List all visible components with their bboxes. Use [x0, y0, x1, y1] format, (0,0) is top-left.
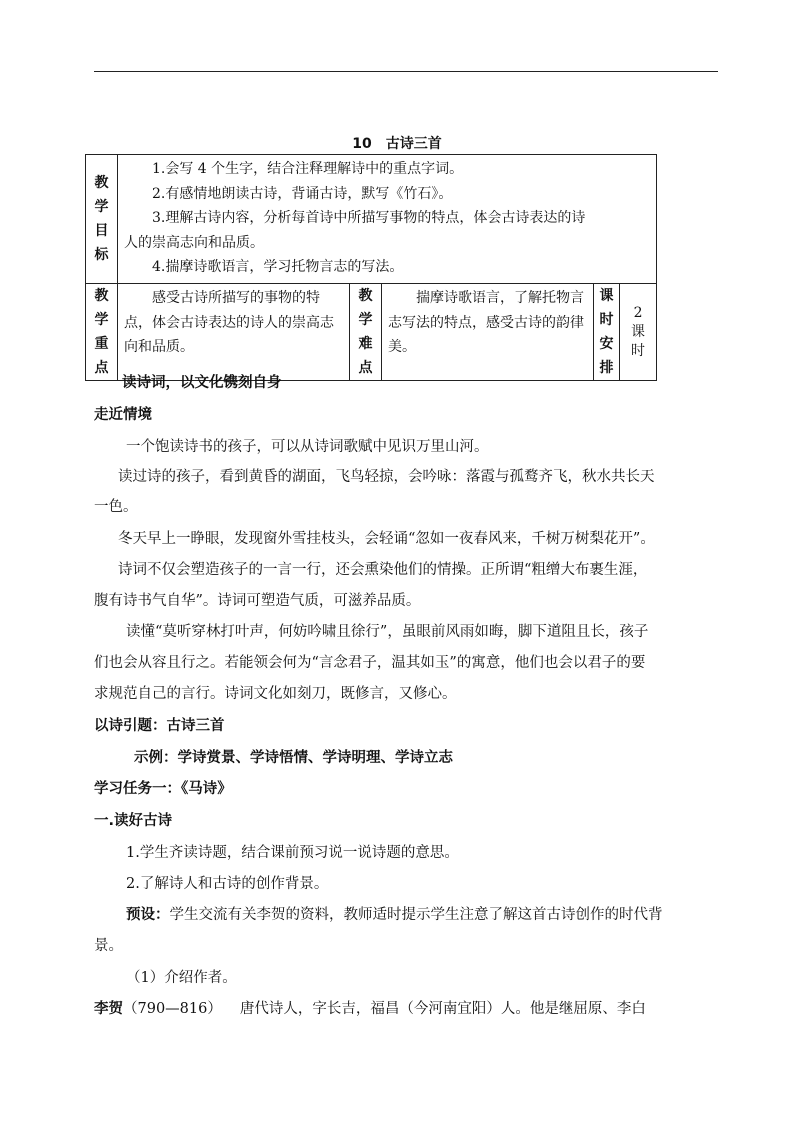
author-name: 李贺	[94, 1001, 123, 1017]
author-bio: 唐代诗人，字长吉，福昌（今河南宜阳）人。他是继屈原、李白	[239, 1001, 646, 1017]
list-item: 2.了解诗人和古诗的创作背景。	[126, 876, 329, 892]
key-row	[86, 284, 657, 381]
goal-item: 3.理解古诗内容，分析每首诗中所描写事物的特点，体会古诗表达的诗	[152, 210, 586, 226]
author-line	[94, 997, 646, 1018]
key-points-header: 教 学 重 点	[86, 284, 118, 381]
paragraph: 冬天早上一睁眼，发现窗外雪挂枝头，会轻诵“忽如一夜春风来，千树万树梨花开”。	[118, 531, 655, 547]
goal-item: 2.有感情地朗读古诗，背诵古诗，默写《竹石》。	[152, 185, 453, 202]
goal-item: 1.会写 4 个生字，结合注释理解诗中的重点字词。	[152, 161, 464, 177]
goals-header: 教 学 目 标	[86, 155, 118, 284]
section-heading: 读诗词，以文化镌刻自身	[122, 375, 282, 391]
paragraph: 腹有诗书气自华”。诗词可塑造气质，可滋养品质。	[94, 593, 421, 609]
section-heading: 一.读好古诗	[94, 813, 173, 829]
author-years: （790—816）	[123, 1001, 222, 1017]
section-heading: 以诗引题：古诗三首	[94, 718, 225, 734]
paragraph: 们也会从容且行之。若能领会何为“言念君子，温其如玉”的寓意，他们也会以君子的要	[94, 655, 646, 671]
schedule-header: 课 时 安 排	[594, 284, 620, 381]
paragraph: 诗词不仅会塑造孩子的一言一行，还会熏染他们的情操。正所谓“粗缯大布裹生涯，	[118, 562, 648, 578]
goals-content	[118, 155, 657, 284]
key-points-text: 感受古诗所描写的事物的特点，体会古诗表达的诗人的崇高志向和品质。	[118, 284, 350, 381]
task-heading: 学习任务一：《马诗》	[94, 781, 232, 797]
paragraph: 一个饱读诗书的孩子，可以从诗词歌赋中见识万里山河。	[126, 439, 489, 455]
header-rule	[94, 71, 718, 72]
list-item: （1）介绍作者。	[126, 970, 237, 986]
lesson-plan-table	[85, 154, 657, 381]
paragraph: 一色。	[94, 499, 138, 515]
difficulty-header: 教 学 难 点	[350, 284, 382, 381]
preset-label: 预设：	[126, 907, 170, 923]
goal-item: 4.揣摩诗歌语言，学习托物言志的写法。	[152, 259, 404, 275]
goal-item-continued: 人的崇高志向和品质。	[124, 234, 264, 251]
lesson-title: 10 古诗三首	[352, 136, 442, 152]
goals-row	[86, 155, 657, 284]
list-item: 1.学生齐读诗题，结合课前预习说一说诗题的意思。	[126, 845, 459, 861]
paragraph: 读懂“莫听穿林打叶声，何妨吟啸且徐行”，虽眼前风雨如晦，脚下道阻且长，孩子	[126, 624, 649, 640]
paragraph: 求规范自己的言行。诗词文化如刻刀，既修言，又修心。	[94, 686, 457, 702]
paragraph: 读过诗的孩子，看到黄昏的湖面，飞鸟轻掠，会吟咏：落霞与孤鹜齐飞，秋水共长天	[118, 469, 655, 485]
example-line: 示例：学诗赏景、学诗悟情、学诗明理、学诗立志	[134, 750, 453, 766]
class-hours: 2 课 时	[620, 284, 657, 381]
difficulty-text: 揣摩诗歌语言，了解托物言志写法的特点，感受古诗的韵律美。	[382, 284, 594, 381]
paragraph: 景。	[94, 938, 123, 954]
section-heading: 走近情境	[94, 407, 152, 423]
preset-line: 预设：学生交流有关李贺的资料，教师适时提示学生注意了解这首古诗创作的时代背	[126, 907, 663, 923]
